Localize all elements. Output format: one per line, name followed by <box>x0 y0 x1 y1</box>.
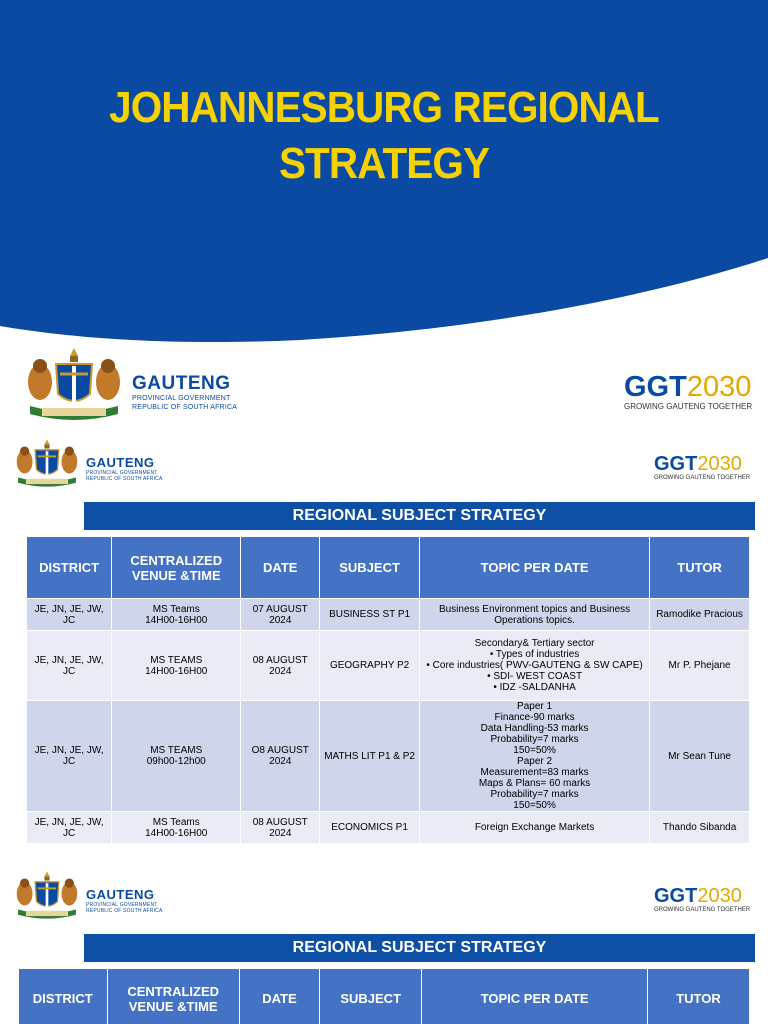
ggt-year: 2030 <box>686 371 752 403</box>
column-header-tutor: TUTOR <box>647 969 749 1024</box>
cell-topic <box>420 599 650 631</box>
gauteng-wordmark <box>132 374 237 412</box>
cell-tutor: Mr Sean Tune <box>650 701 750 812</box>
ggt-prefix: GGT <box>654 885 698 907</box>
ggt-tagline: GROWING GAUTENG TOGETHER <box>654 475 751 481</box>
column-header-tutor: TUTOR <box>650 537 750 599</box>
title-line-2: STRATEGY <box>278 139 490 188</box>
cell-venue-time <box>112 631 241 701</box>
gauteng-name: GAUTENG <box>132 373 231 394</box>
gauteng-sub2: REPUBLIC OF SOUTH AFRICA <box>86 476 163 482</box>
cell-tutor: Mr P. Phejane <box>650 631 750 701</box>
section-header: REGIONAL SUBJECT STRATEGY <box>84 934 755 962</box>
topic-line: Measurement=83 marks <box>480 767 589 778</box>
cell-topic <box>420 701 650 812</box>
table-header-row <box>19 969 750 1024</box>
topic-line: • SDI- WEST COAST <box>487 671 583 682</box>
topic-line: • Core industries( PWV-GAUTENG & SW CAPE) <box>426 660 643 671</box>
table-row <box>27 631 750 701</box>
column-header-venue: CENTRALIZED VENUE &TIME <box>107 969 239 1024</box>
topic-line: 150=50% <box>513 800 556 811</box>
cell-time: 14H00-16H00 <box>145 827 208 839</box>
gauteng-name: GAUTENG <box>86 455 155 470</box>
column-header-subject: SUBJECT <box>320 969 422 1024</box>
topic-line: Data Handling-53 marks <box>480 723 589 734</box>
column-header-topic: TOPIC PER DATE <box>420 537 650 599</box>
cell-district: JE, JN, JE, JW, JC <box>27 812 112 844</box>
ggt-tagline: GROWING GAUTENG TOGETHER <box>654 907 751 913</box>
coat-of-arms-icon <box>14 870 80 920</box>
section-header: REGIONAL SUBJECT STRATEGY <box>84 502 755 530</box>
column-header-date: DATE <box>241 537 320 599</box>
column-header-topic: TOPIC PER DATE <box>422 969 648 1024</box>
title-slide <box>0 0 768 432</box>
ggt-tagline: GROWING GAUTENG TOGETHER <box>624 402 753 411</box>
topic-line: • Types of industries <box>489 649 580 660</box>
topic-line: Probability=7 marks <box>490 734 579 745</box>
topic-line: Secondary& Tertiary sector <box>474 638 595 649</box>
topic-line: Probability=7 marks <box>490 789 579 800</box>
cell-subject: ECONOMICS P1 <box>320 812 420 844</box>
table-row <box>27 599 750 631</box>
cell-date: 08 AUGUST 2024 <box>241 812 320 844</box>
cell-date: O8 AUGUST 2024 <box>241 701 320 812</box>
gauteng-sub1: PROVINCIAL GOVERNMENT <box>86 470 158 476</box>
cell-subject: GEOGRAPHY P2 <box>320 631 420 701</box>
cell-venue: MS TEAMS <box>150 745 203 756</box>
slide-3 <box>0 864 768 1024</box>
gauteng-wordmark <box>86 888 162 914</box>
cell-venue: MS Teams <box>152 603 200 615</box>
table-row <box>27 701 750 812</box>
cell-date: 08 AUGUST 2024 <box>241 631 320 701</box>
strategy-table <box>26 536 750 844</box>
table-row <box>27 812 750 844</box>
slide-2 <box>0 432 768 848</box>
cell-district: JE, JN, JE, JW, JC <box>27 599 112 631</box>
cell-time: 14H00-16H00 <box>145 665 208 677</box>
gauteng-sub2: REPUBLIC OF SOUTH AFRICA <box>132 404 238 411</box>
cell-venue: MS Teams <box>152 816 200 828</box>
cell-venue: MS TEAMS <box>150 654 203 666</box>
cell-tutor: Thando Sibanda <box>650 812 750 844</box>
ggt2030-logo <box>654 454 750 482</box>
topic-line: Finance-90 marks <box>494 712 575 723</box>
table-header-row <box>27 537 750 599</box>
topic-line: Paper 1 <box>517 701 553 712</box>
ggt-prefix: GGT <box>624 371 687 403</box>
column-header-subject: SUBJECT <box>320 537 420 599</box>
column-header-district: DISTRICT <box>19 969 108 1024</box>
topic-line: • IDZ -SALDANHA <box>493 682 576 693</box>
ggt2030-logo <box>654 886 750 914</box>
ggt-year: 2030 <box>697 885 742 907</box>
cell-topic <box>420 812 650 844</box>
cell-time: 14H00-16H00 <box>145 614 208 626</box>
gauteng-sub1: PROVINCIAL GOVERNMENT <box>132 395 231 402</box>
cell-time: 09h00-12h00 <box>146 756 206 767</box>
title-line-1: JOHANNESBURG REGIONAL <box>109 83 659 132</box>
cell-venue-time <box>112 812 241 844</box>
cell-tutor: Ramodike Pracious <box>650 599 750 631</box>
topic-line: Paper 2 <box>517 756 553 767</box>
cell-topic <box>420 631 650 701</box>
gauteng-name: GAUTENG <box>86 887 155 902</box>
topic-line: Business Environment topics and Business Operations topics. <box>438 603 631 626</box>
column-header-date: DATE <box>239 969 319 1024</box>
strategy-table <box>18 968 750 1024</box>
column-header-district: DISTRICT <box>27 537 112 599</box>
cell-venue-time <box>112 599 241 631</box>
ggt-prefix: GGT <box>654 453 698 475</box>
topic-line: 150=50% <box>513 745 556 756</box>
cell-date: 07 AUGUST 2024 <box>241 599 320 631</box>
coat-of-arms-icon <box>14 438 80 488</box>
cell-subject: MATHS LIT P1 & P2 <box>320 701 420 812</box>
coat-of-arms-icon <box>24 346 124 422</box>
gauteng-sub2: REPUBLIC OF SOUTH AFRICA <box>86 908 163 914</box>
ggt-year: 2030 <box>697 453 742 475</box>
cell-venue-time <box>112 701 241 812</box>
cell-district: JE, JN, JE, JW, JC <box>27 701 112 812</box>
topic-line: Maps & Plans= 60 marks <box>478 778 591 789</box>
column-header-venue: CENTRALIZED VENUE &TIME <box>112 537 241 599</box>
ggt2030-logo <box>624 372 752 412</box>
cell-district: JE, JN, JE, JW, JC <box>27 631 112 701</box>
topic-line: Foreign Exchange Markets <box>474 822 595 833</box>
cell-subject: BUSINESS ST P1 <box>320 599 420 631</box>
gauteng-sub1: PROVINCIAL GOVERNMENT <box>86 902 158 908</box>
gauteng-wordmark <box>86 456 162 482</box>
